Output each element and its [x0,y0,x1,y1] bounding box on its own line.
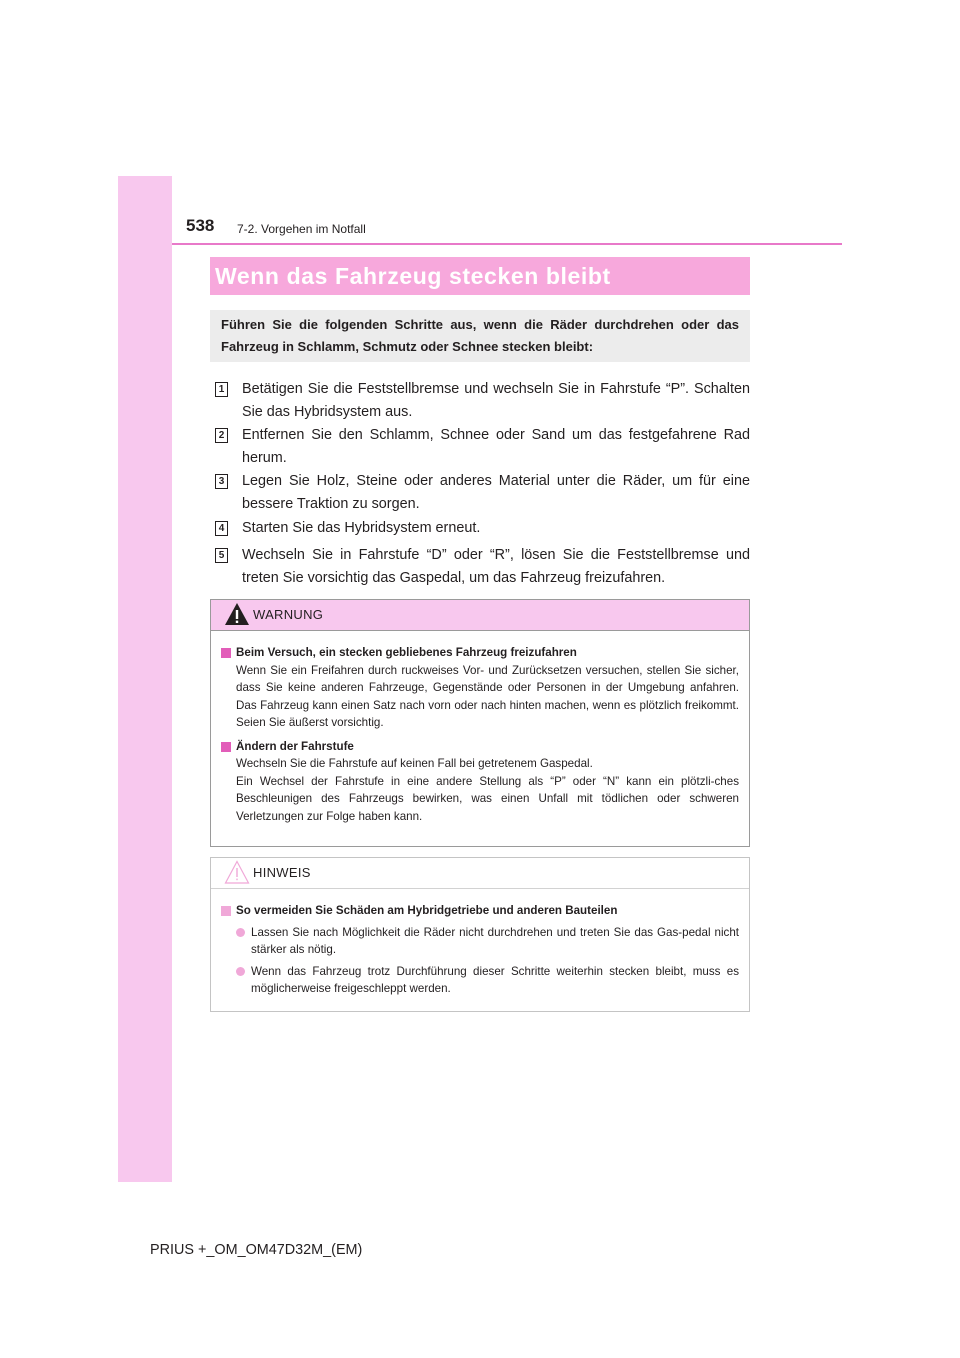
warning-body [211,631,749,825]
step-2 [215,424,750,470]
notice-label: HINWEIS [253,865,311,880]
warning-label: WARNUNG [253,607,324,622]
step-text: Legen Sie Holz, Steine oder anderes Material unter die Räder, um für eine bessere Traktion zu sorgen. [242,473,750,512]
step-text: Betätigen Sie die Feststellbremse und wechseln Sie in Fahrstufe “P”. Schalten Sie das Hybridsystem aus. [242,381,750,420]
notice-subheading: So vermeiden Sie Schäden am Hybridgetriebe und anderen Bauteilen [221,902,739,920]
notice-body [211,889,749,998]
step-5 [215,544,750,590]
step-number: 1 [215,382,228,397]
notice-header [211,858,749,889]
step-text: Entfernen Sie den Schlamm, Schnee oder Sand um das festgefahrene Rad herum. [242,427,750,466]
square-bullet-icon [221,742,231,752]
step-4 [215,517,750,540]
warning-subheading: Beim Versuch, ein stecken gebliebenes Fahrzeug freizufahren [221,644,739,662]
chapter-sidebar-tab [118,176,172,1182]
warning-text: Wenn Sie ein Freifahren durch ruckweises Vor- und Zurücksetzen versuchen, stellen Sie sicher, dass Sie keine anderen Fahrzeuge, Gegenstände oder Personen in der Umgebung anfahren. Das Fahrzeug kann einen Satz nach vorn oder nach hinten machen, wenn es plötzlich freikommt. Seien Sie äußerst vorsichtig. [236,663,739,729]
intro-box: Führen Sie die folgenden Schritte aus, wenn die Räder durchdrehen oder das Fahrzeug in Schlamm, Schmutz oder Schnee stecken bleibt: [210,310,750,362]
page-number: 538 [186,216,215,235]
page-heading: Wenn das Fahrzeug stecken bleibt [210,257,750,295]
warning-text: Wechseln Sie die Fahrstufe auf keinen Fall bei getretenem Gaspedal. [236,757,593,770]
step-number: 3 [215,474,228,489]
step-number: 4 [215,521,228,536]
circle-bullet-icon [236,928,245,937]
warning-triangle-icon [224,601,250,627]
warning-header [211,600,749,631]
warning-text: Ein Wechsel der Fahrstufe in eine andere Stellung als “P” oder “N” kann ein plötzli-ches Beschleunigen des Fahrzeugs bewirken, was einen Unfall mit tödlichen oder schweren Verletzungen zur Folge haben kann. [236,774,739,823]
notice-bullet: Wenn das Fahrzeug trotz Durchführung dieser Schritte weiterhin stecken bleibt, muss es möglicherweise freigeschleppt werden. [221,963,739,998]
step-number: 2 [215,428,228,443]
warning-subheading: Ändern der Fahrstufe [221,738,739,756]
square-bullet-icon [221,648,231,658]
square-bullet-icon [221,906,231,916]
notice-bullet: Lassen Sie nach Möglichkeit die Räder nicht durchdrehen und treten Sie das Gas-pedal nicht stärker als nötig. [221,924,739,959]
document-footer: PRIUS +_OM_OM47D32M_(EM) [150,1242,363,1258]
step-1 [215,378,750,424]
step-text: Wechseln Sie in Fahrstufe “D” oder “R”, lösen Sie die Feststellbremse und treten Sie vorsichtig das Gaspedal, um das Fahrzeug freizufahren. [242,547,750,586]
caution-triangle-icon [224,859,250,885]
circle-bullet-icon [236,967,245,976]
notice-box [210,857,750,1012]
warning-box [210,599,750,847]
header-divider [172,243,842,245]
step-number: 5 [215,548,228,563]
step-3 [215,470,750,516]
step-text: Starten Sie das Hybridsystem erneut. [242,520,481,536]
section-title: 7-2. Vorgehen im Notfall [237,222,366,236]
